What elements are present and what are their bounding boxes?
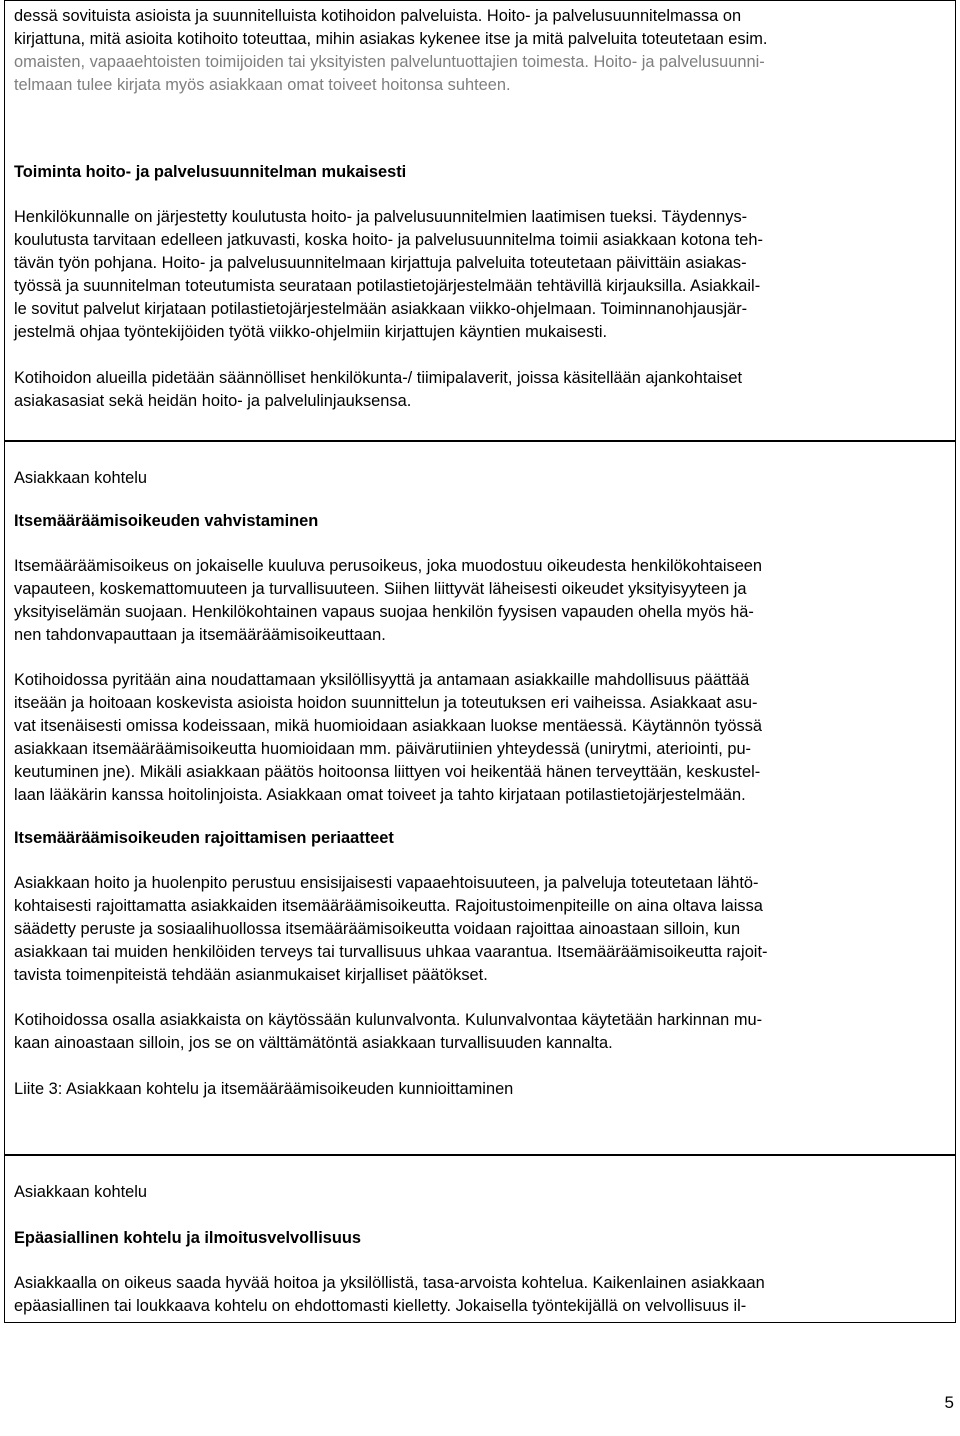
text-line: keutuminen jne). Mikäli asiakkaan päätös hoitoonsa liittyen voi heikentää hänen terveyttään, keskustel-: [14, 763, 761, 781]
text-line: telmaan tulee kirjata myös asiakkaan omat toiveet hoitonsa suhteen.: [14, 76, 511, 94]
section-title: Asiakkaan kohtelu: [14, 1183, 148, 1201]
text-line: asiakkaan tai muiden henkilöiden terveys tai turvallisuus uhkaa vaarantua. Itsemääräämisoikeutta rajoit-: [14, 943, 768, 961]
text-line: kaan ainoastaan silloin, jos se on välttämätöntä asiakkaan turvallisuuden kannalta.: [14, 1034, 613, 1052]
text-line: epäasiallinen tai loukkaava kohtelu on ehdottomasti kielletty. Jokaisella työntekijällä on velvollisuus il-: [14, 1297, 747, 1315]
text-line: laan lääkärin kanssa hoitolinjoista. Asiakkaan omat toiveet ja tahto kirjataan potilastietojärjestelmään.: [14, 786, 746, 804]
text-line: le sovitut palvelut kirjataan potilastietojärjestelmään asiakkaan viikko-ohjelmaan. Toiminnanohjausjär-: [14, 300, 748, 318]
text-line: tävän työn pohjana. Hoito- ja palvelusuunnitelmaan kirjattuja palveluita toteutetaan päivittäin asiakas-: [14, 254, 747, 272]
intro-paragraph: [14, 5, 947, 97]
attachment-reference: Liite 3: Asiakkaan kohtelu ja itsemääräämisoikeuden kunnioittaminen: [14, 1080, 514, 1098]
subsection-heading: Epäasiallinen kohtelu ja ilmoitusvelvollisuus: [14, 1229, 362, 1247]
text-line: dessä sovituista asioista ja suunnitelluista kotihoidon palveluista. Hoito- ja palvelusuunnitelmassa on: [14, 7, 742, 25]
text-line: omaisten, vapaaehtoisten toimijoiden tai yksityisten palveluntuottajien toimesta. Hoito- ja palvelusuunni-: [14, 53, 765, 71]
text-line: tavista toimenpiteistä tehdään asianmukaiset kirjalliset päätökset.: [14, 966, 488, 984]
text-line: asiakasasiat sekä heidän hoito- ja palvelulinjauksensa.: [14, 392, 412, 410]
text-line: Asiakkaalla on oikeus saada hyvää hoitoa ja yksilöllistä, tasa-arvoista kohtelua. Kaikenlainen asiakkaan: [14, 1274, 765, 1292]
text-line: Kotihoidon alueilla pidetään säännölliset henkilökunta-/ tiimipalaverit, joissa käsitellään ajankohtaiset: [14, 369, 743, 387]
body-paragraph: [14, 206, 947, 344]
body-paragraph: [14, 367, 947, 413]
text-line: kohtaisesti rajoittamatta asiakkaiden itsemääräämisoikeutta. Rajoitustoimenpiteille on aina oltava laissa: [14, 897, 763, 915]
text-line: yksityiselämän suojaan. Henkilökohtainen vapaus suojaa henkilön fyysisen vapauden ohella myös hä-: [14, 603, 754, 621]
body-paragraph: [14, 1272, 947, 1318]
text-line: vat itsenäisesti omissa kodeissaan, mikä huomioidaan asiakkaan luokse mentäessä. Käytännön työssä: [14, 717, 763, 735]
body-paragraph: [14, 669, 947, 807]
section-heading: Toiminta hoito- ja palvelusuunnitelman mukaisesti: [14, 163, 407, 181]
text-line: Kotihoidossa pyritään aina noudattamaan yksilöllisyyttä ja antamaan asiakkaille mahdollisuus päättää: [14, 671, 750, 689]
section-box-1: [4, 0, 956, 441]
subsection-heading: Itsemääräämisoikeuden vahvistaminen: [14, 512, 319, 530]
text-line: työssä ja suunnitelman toteutumista seurataan potilastietojärjestelmään tehtävillä kirjauksilla. Asiakkail-: [14, 277, 761, 295]
section-box-3: [4, 1155, 956, 1323]
text-line: nen tahdonvapauttaan ja itsemääräämisoikeuttaan.: [14, 626, 386, 644]
text-line: Itsemääräämisoikeus on jokaiselle kuuluva perusoikeus, joka muodostuu oikeudesta henkilökohtaiseen: [14, 557, 763, 575]
text-line: koulutusta tarvitaan edelleen jatkuvasti, koska hoito- ja palvelusuunnitelma toimii asiakkaan kotona teh-: [14, 231, 763, 249]
section-box-2: [4, 441, 956, 1155]
subsection-heading: Itsemääräämisoikeuden rajoittamisen periaatteet: [14, 829, 394, 847]
body-paragraph: [14, 555, 947, 647]
text-line: itseään ja hoitoaan koskevista asioista hoidon suunnittelun ja toteutuksen eri vaiheissa. Asiakkaat asu-: [14, 694, 758, 712]
text-line: säädetty peruste ja sosiaalihuollossa itsemääräämisoikeutta voidaan rajoittaa ainoastaan silloin, kun: [14, 920, 741, 938]
page-number: 5: [944, 1393, 954, 1412]
text-line: Asiakkaan hoito ja huolenpito perustuu ensisijaisesti vapaaehtoisuuteen, ja palveluja toteutetaan lähtö-: [14, 874, 759, 892]
body-paragraph: [14, 1009, 947, 1055]
text-line: Henkilökunnalle on järjestetty koulutusta hoito- ja palvelusuunnitelmien laatimisen tueksi. Täydennys-: [14, 208, 748, 226]
text-line: jestelmä ohjaa työntekijöiden työtä viikko-ohjelmiin kirjattujen käyntien mukaisesti.: [14, 323, 608, 341]
text-line: kirjattuna, mitä asioita kotihoito toteuttaa, mihin asiakas kykenee itse ja mitä palveluita toteutetaan esim.: [14, 30, 768, 48]
text-line: asiakkaan itsemääräämisoikeutta huomioidaan mm. päivärutiinien yhteydessä (unirytmi, ateriointi, pu-: [14, 740, 752, 758]
body-paragraph: [14, 872, 947, 987]
section-title: Asiakkaan kohtelu: [14, 469, 148, 487]
text-line: vapauteen, koskemattomuuteen ja turvallisuuteen. Siihen liittyvät läheisesti oikeudet yksityisyyteen ja: [14, 580, 747, 598]
text-line: Kotihoidossa osalla asiakkaista on käytössään kulunvalvonta. Kulunvalvontaa käytetään harkinnan mu-: [14, 1011, 763, 1029]
